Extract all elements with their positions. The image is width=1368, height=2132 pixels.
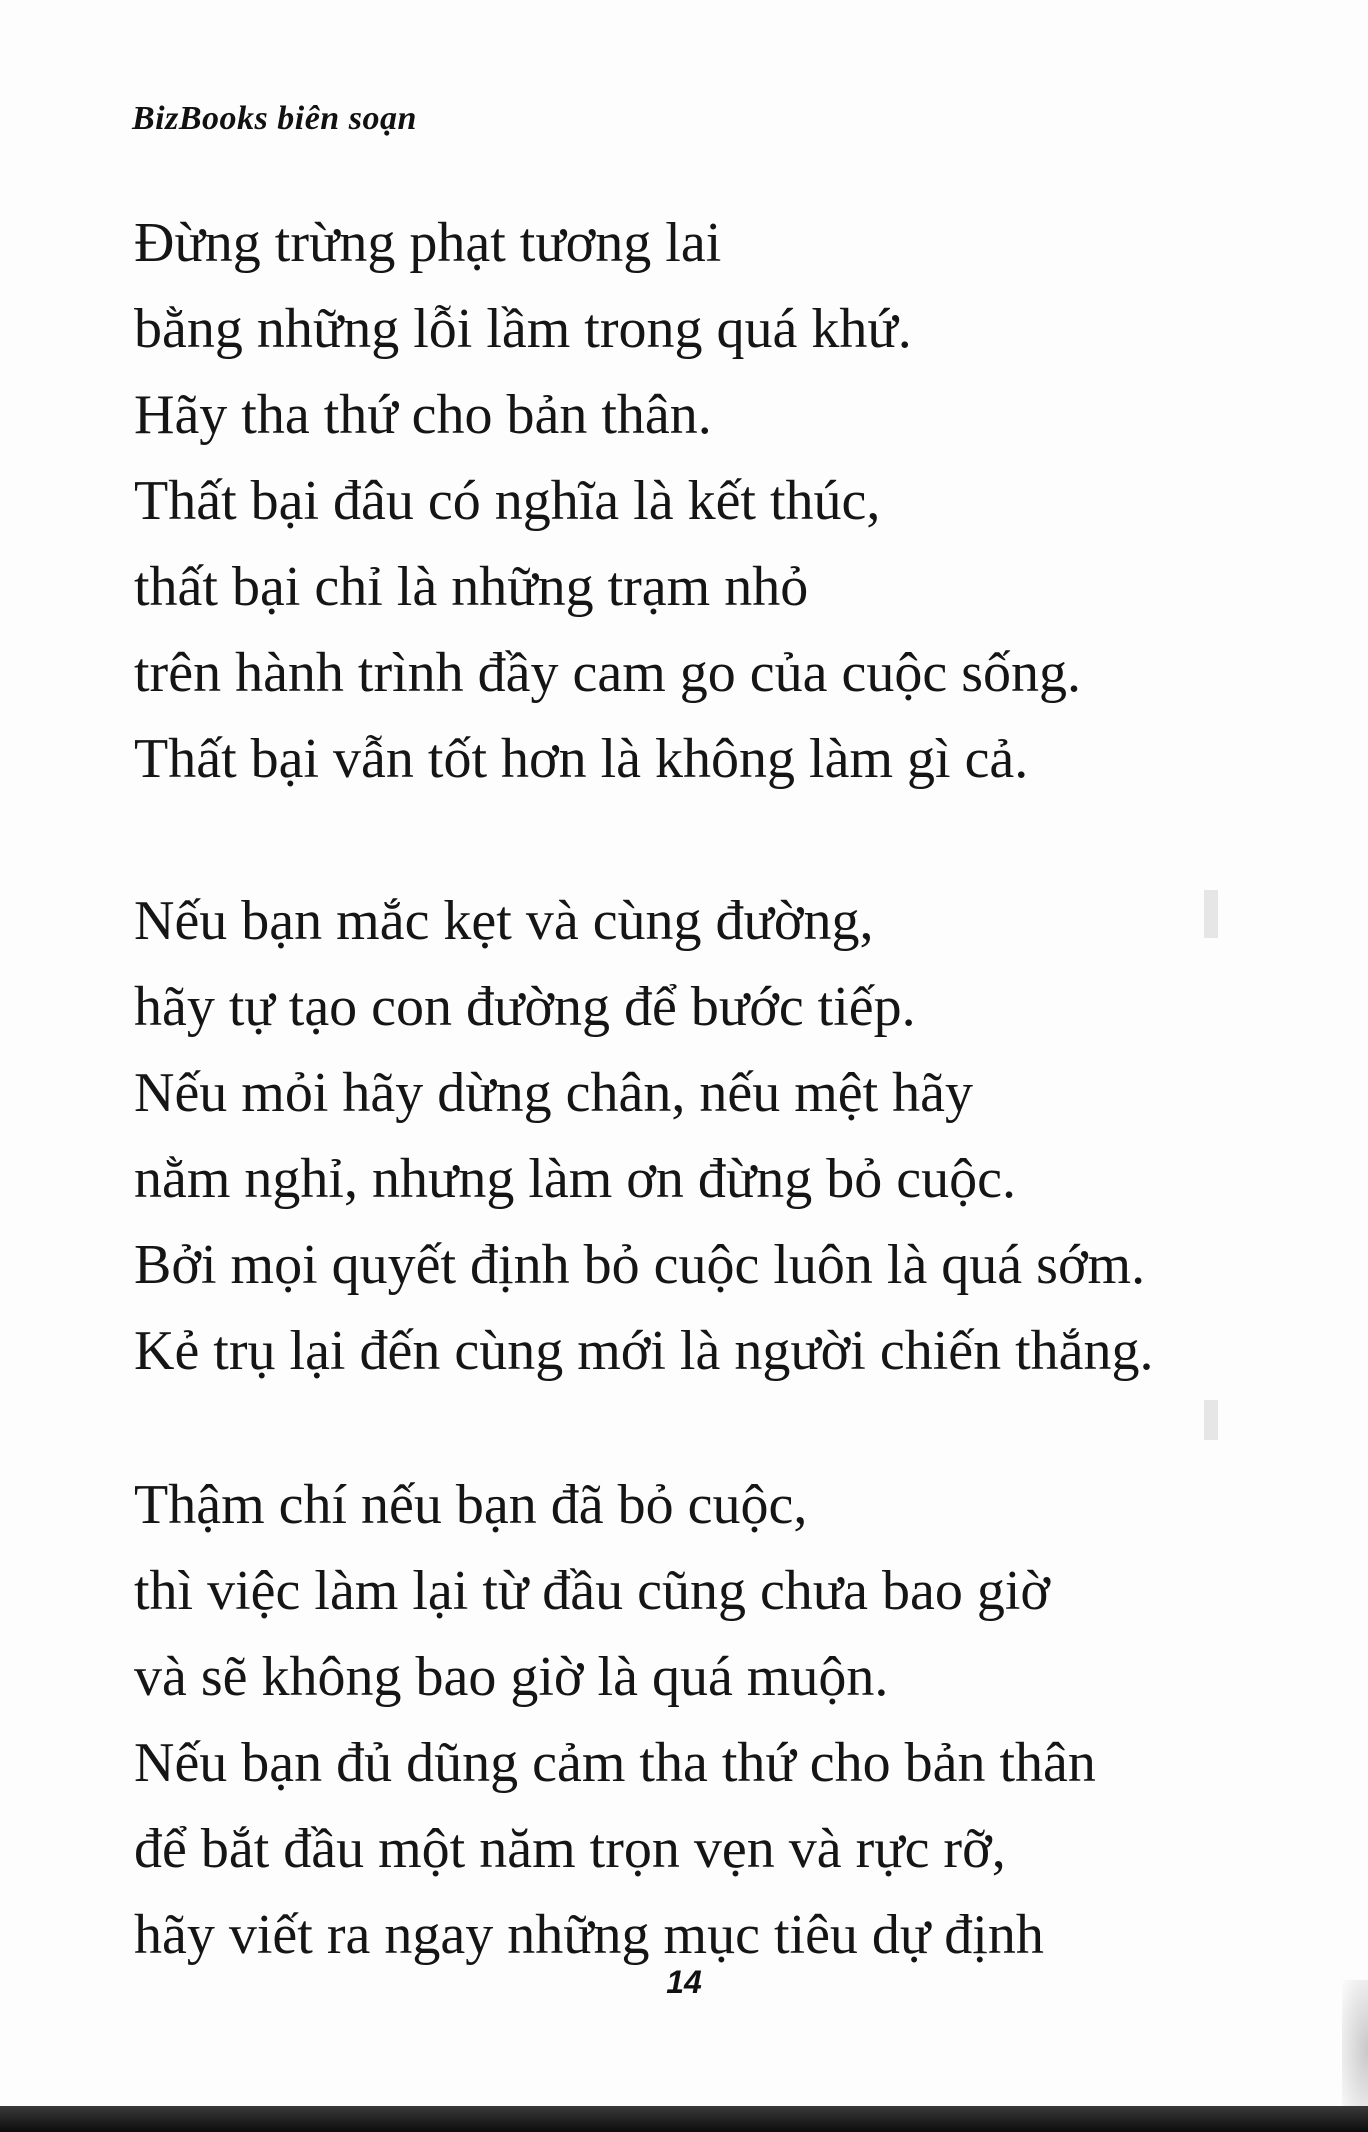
- stanza-2: [134, 878, 1154, 1394]
- text-line: bằng những lỗi lầm trong quá khứ.: [134, 298, 912, 360]
- text-line: hãy viết ra ngay những mục tiêu dự định: [134, 1904, 1044, 1966]
- text-line: Bởi mọi quyết định bỏ cuộc luôn là quá sớm.: [134, 1234, 1146, 1296]
- text-line: thất bại chỉ là những trạm nhỏ: [134, 556, 809, 618]
- text-line: thì việc làm lại từ đầu cũng chưa bao giờ: [134, 1560, 1051, 1622]
- text-line: Đừng trừng phạt tương lai: [134, 212, 722, 274]
- text-line: Kẻ trụ lại đến cùng mới là người chiến thắng.: [134, 1320, 1154, 1382]
- text-line: trên hành trình đầy cam go của cuộc sống.: [134, 642, 1082, 704]
- page-number: 14: [666, 1964, 702, 2000]
- stanza-1: [134, 200, 1081, 802]
- bleed-through-mark: [1204, 890, 1218, 938]
- page-bottom-edge: [0, 2106, 1368, 2132]
- text-line: Nếu bạn đủ dũng cảm tha thứ cho bản thân: [134, 1732, 1096, 1794]
- bleed-through-mark: [1204, 1400, 1218, 1440]
- text-line: nằm nghỉ, nhưng làm ơn đừng bỏ cuộc.: [134, 1148, 1016, 1210]
- running-header: BizBooks biên soạn: [132, 100, 417, 137]
- text-line: để bắt đầu một năm trọn vẹn và rực rỡ,: [134, 1818, 1006, 1880]
- text-line: và sẽ không bao giờ là quá muộn.: [134, 1646, 889, 1708]
- page-curl-shadow: [1342, 1980, 1368, 2120]
- text-line: hãy tự tạo con đường để bước tiếp.: [134, 976, 916, 1038]
- stanza-3: [134, 1462, 1096, 1978]
- text-line: Thất bại đâu có nghĩa là kết thúc,: [134, 470, 881, 532]
- text-line: Nếu bạn mắc kẹt và cùng đường,: [134, 890, 874, 952]
- text-line: Thất bại vẫn tốt hơn là không làm gì cả.: [134, 728, 1029, 790]
- text-line: Hãy tha thứ cho bản thân.: [134, 384, 712, 446]
- text-line: Nếu mỏi hãy dừng chân, nếu mệt hãy: [134, 1062, 974, 1124]
- text-line: Thậm chí nếu bạn đã bỏ cuộc,: [134, 1474, 808, 1536]
